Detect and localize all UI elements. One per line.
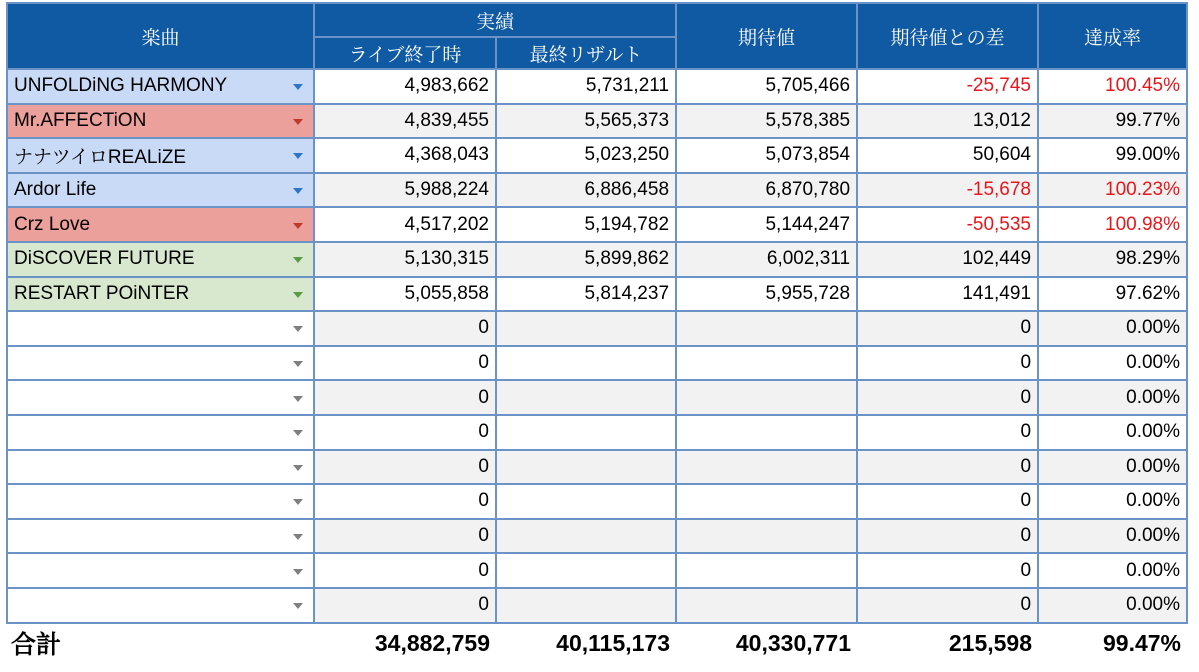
table-row [7,553,1187,588]
table-row [7,277,1187,312]
final-result-cell[interactable]: 5,194,782 [496,207,676,242]
total-row [7,623,1187,663]
table-row [7,588,1187,623]
diff-cell[interactable]: 0 [857,380,1038,415]
rate-cell[interactable]: 99.00% [1038,138,1187,173]
table-row [7,104,1187,139]
song-name: RESTART POiNTER [14,282,190,304]
diff-cell[interactable]: 102,449 [857,242,1038,277]
diff-cell[interactable]: 0 [857,588,1038,623]
song-select[interactable] [7,311,314,346]
chevron-down-icon[interactable] [293,153,303,159]
song-select[interactable] [7,173,314,208]
song-select[interactable] [7,588,314,623]
live-end-cell[interactable]: 0 [314,450,496,485]
final-result-cell[interactable]: 5,565,373 [496,104,676,139]
chevron-down-icon[interactable] [293,326,303,332]
table-row [7,69,1187,104]
expected-cell[interactable] [676,450,857,485]
total-expected: 40,330,771 [676,623,857,663]
table-row [7,207,1187,242]
final-result-cell[interactable]: 6,886,458 [496,173,676,208]
song-name: Crz Love [14,213,91,235]
rate-cell[interactable]: 99.77% [1038,104,1187,139]
diff-cell[interactable]: 141,491 [857,277,1038,312]
song-name: ナナツイロREALiZE [14,146,186,168]
diff-cell[interactable]: -50,535 [857,207,1038,242]
chevron-down-icon[interactable] [293,396,303,402]
expected-cell[interactable]: 5,144,247 [676,207,857,242]
table-row [7,519,1187,554]
final-result-cell[interactable] [496,588,676,623]
live-end-cell[interactable]: 4,983,662 [314,69,496,104]
rate-cell[interactable]: 0.00% [1038,519,1187,554]
diff-cell[interactable]: 0 [857,519,1038,554]
rate-cell[interactable]: 97.62% [1038,277,1187,312]
header-actual: 実績 [314,3,676,37]
chevron-down-icon[interactable] [293,534,303,540]
expected-cell[interactable] [676,311,857,346]
expected-cell[interactable] [676,553,857,588]
expected-cell[interactable] [676,346,857,381]
live-end-cell[interactable]: 5,988,224 [314,173,496,208]
diff-cell[interactable]: 0 [857,553,1038,588]
chevron-down-icon[interactable] [293,292,303,298]
expected-cell[interactable]: 5,705,466 [676,69,857,104]
final-result-cell[interactable]: 5,899,862 [496,242,676,277]
live-end-cell[interactable]: 0 [314,415,496,450]
song-select[interactable] [7,69,314,104]
live-end-cell[interactable]: 4,839,455 [314,104,496,139]
song-select[interactable] [7,207,314,242]
diff-cell[interactable]: -15,678 [857,173,1038,208]
song-name: UNFOLDiNG HARMONY [14,75,228,97]
header-expected: 期待値 [676,3,857,69]
chevron-down-icon[interactable] [293,361,303,367]
table-row [7,311,1187,346]
live-end-cell[interactable]: 0 [314,588,496,623]
song-select[interactable] [7,346,314,381]
chevron-down-icon[interactable] [293,569,303,575]
header-rate: 達成率 [1038,3,1187,69]
diff-cell[interactable]: 13,012 [857,104,1038,139]
final-result-cell[interactable] [496,346,676,381]
chevron-down-icon[interactable] [293,223,303,229]
expected-cell[interactable] [676,380,857,415]
final-result-cell[interactable] [496,519,676,554]
live-end-cell[interactable]: 0 [314,346,496,381]
total-rate: 99.47% [1038,623,1187,663]
final-result-cell[interactable]: 5,023,250 [496,138,676,173]
live-end-cell[interactable]: 5,055,858 [314,277,496,312]
chevron-down-icon[interactable] [293,188,303,194]
diff-cell[interactable]: 0 [857,484,1038,519]
live-end-cell[interactable]: 0 [314,519,496,554]
rate-cell[interactable]: 0.00% [1038,553,1187,588]
table-row [7,173,1187,208]
chevron-down-icon[interactable] [293,84,303,90]
chevron-down-icon[interactable] [293,603,303,609]
final-result-cell[interactable]: 5,731,211 [496,69,676,104]
table-row [7,380,1187,415]
rate-cell[interactable]: 100.23% [1038,173,1187,208]
diff-cell[interactable]: 0 [857,311,1038,346]
header-live-end: ライブ終了時 [314,37,496,69]
rate-cell[interactable]: 0.00% [1038,415,1187,450]
total-diff: 215,598 [857,623,1038,663]
table-row [7,484,1187,519]
chevron-down-icon[interactable] [293,499,303,505]
song-select[interactable] [7,242,314,277]
rate-cell[interactable]: 100.98% [1038,207,1187,242]
song-name: DiSCOVER FUTURE [14,248,195,270]
total-label: 合計 [7,623,314,663]
song-select[interactable] [7,380,314,415]
expected-cell[interactable]: 5,955,728 [676,277,857,312]
final-result-cell[interactable] [496,380,676,415]
rate-cell[interactable]: 0.00% [1038,311,1187,346]
chevron-down-icon[interactable] [293,119,303,125]
rate-cell[interactable]: 0.00% [1038,346,1187,381]
live-end-cell[interactable]: 5,130,315 [314,242,496,277]
live-end-cell[interactable]: 4,368,043 [314,138,496,173]
song-select[interactable] [7,415,314,450]
final-result-cell[interactable] [496,415,676,450]
live-end-cell[interactable]: 0 [314,311,496,346]
live-end-cell[interactable]: 0 [314,484,496,519]
song-select[interactable] [7,553,314,588]
song-select[interactable] [7,138,314,173]
rate-cell[interactable]: 100.45% [1038,69,1187,104]
song-select[interactable] [7,450,314,485]
live-end-cell[interactable]: 0 [314,553,496,588]
song-select[interactable] [7,519,314,554]
final-result-cell[interactable] [496,484,676,519]
song-name: Ardor Life [14,179,97,201]
table-row [7,242,1187,277]
table-row [7,138,1187,173]
rate-cell[interactable]: 0.00% [1038,588,1187,623]
expected-cell[interactable] [676,588,857,623]
expected-cell[interactable] [676,519,857,554]
song-select[interactable] [7,277,314,312]
header-diff: 期待値との差 [857,3,1038,69]
rate-cell[interactable]: 0.00% [1038,450,1187,485]
diff-cell[interactable]: 0 [857,346,1038,381]
chevron-down-icon[interactable] [293,465,303,471]
live-end-cell[interactable]: 0 [314,380,496,415]
expected-cell[interactable]: 5,073,854 [676,138,857,173]
score-table [6,2,1188,663]
diff-cell[interactable]: 0 [857,450,1038,485]
header-final-result: 最終リザルト [496,37,676,69]
chevron-down-icon[interactable] [293,430,303,436]
final-result-cell[interactable]: 5,814,237 [496,277,676,312]
table-row [7,450,1187,485]
total-live-end: 34,882,759 [314,623,496,663]
diff-cell[interactable]: 0 [857,415,1038,450]
final-result-cell[interactable] [496,553,676,588]
song-name: Mr.AFFECTiON [14,109,147,131]
chevron-down-icon[interactable] [293,257,303,263]
final-result-cell[interactable] [496,311,676,346]
total-final: 40,115,173 [496,623,676,663]
header-song: 楽曲 [7,3,314,69]
diff-cell[interactable]: -25,745 [857,69,1038,104]
expected-cell[interactable]: 6,002,311 [676,242,857,277]
table-row [7,346,1187,381]
expected-cell[interactable] [676,484,857,519]
diff-cell[interactable]: 50,604 [857,138,1038,173]
expected-cell[interactable] [676,415,857,450]
table-row [7,415,1187,450]
rate-cell[interactable]: 0.00% [1038,484,1187,519]
final-result-cell[interactable] [496,450,676,485]
rate-cell[interactable]: 98.29% [1038,242,1187,277]
rate-cell[interactable]: 0.00% [1038,380,1187,415]
expected-cell[interactable]: 5,578,385 [676,104,857,139]
song-select[interactable] [7,484,314,519]
expected-cell[interactable]: 6,870,780 [676,173,857,208]
song-select[interactable] [7,104,314,139]
live-end-cell[interactable]: 4,517,202 [314,207,496,242]
